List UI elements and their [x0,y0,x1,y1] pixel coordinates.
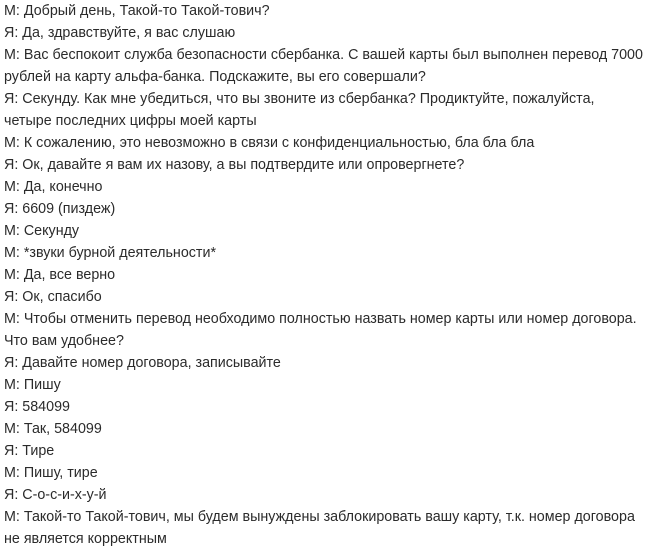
dialogue-line: Я: Ок, давайте я вам их назову, а вы подтвердите или опровергнете? [4,157,465,173]
dialogue-line: М: Добрый день, Такой-то Такой-тович? [4,3,270,19]
dialogue-line: М: Вас беспокоит служба безопасности сбербанка. С вашей карты был выполнен перевод 7000 рублей на карту альфа-банка. Подскажите, вы его совершали? [4,47,643,85]
dialogue-line: Я: 584099 [4,399,70,415]
dialogue-line: М: Пишу, тире [4,465,98,481]
dialogue-line: Я: Давайте номер договора, записывайте [4,355,281,371]
dialogue-line: М: Такой-то Такой-тович, мы будем вынуждены заблокировать вашу карту, т.к. номер договора не является корректным [4,509,635,547]
dialogue-line: Я: 6609 (пиздеж) [4,201,116,217]
dialogue-line: М: Чтобы отменить перевод необходимо полностью назвать номер карты или номер договора. Что вам удобнее? [4,311,637,349]
dialogue-line: М: Да, все верно [4,267,116,283]
dialogue-line: Я: Да, здравствуйте, я вас слушаю [4,25,236,41]
dialogue-line: Я: Ок, спасибо [4,289,102,305]
dialogue-line: М: Да, конечно [4,179,103,195]
dialogue-line: Я: Тире [4,443,55,459]
dialogue-line: М: Пишу [4,377,61,393]
dialogue-line: Я: С-о-с-и-х-у-й [4,487,107,503]
dialogue-line: М: К сожалению, это невозможно в связи с конфиденциальностью, бла бла бла [4,135,535,151]
dialogue-line: М: *звуки бурной деятельности* [4,245,217,261]
dialogue-line: М: Секунду [4,223,80,239]
dialogue-line: М: Так, 584099 [4,421,102,437]
dialogue-line: Я: Секунду. Как мне убедиться, что вы звоните из сбербанка? Продиктуйте, пожалуйста, четыре последних цифры моей карты [4,91,595,129]
